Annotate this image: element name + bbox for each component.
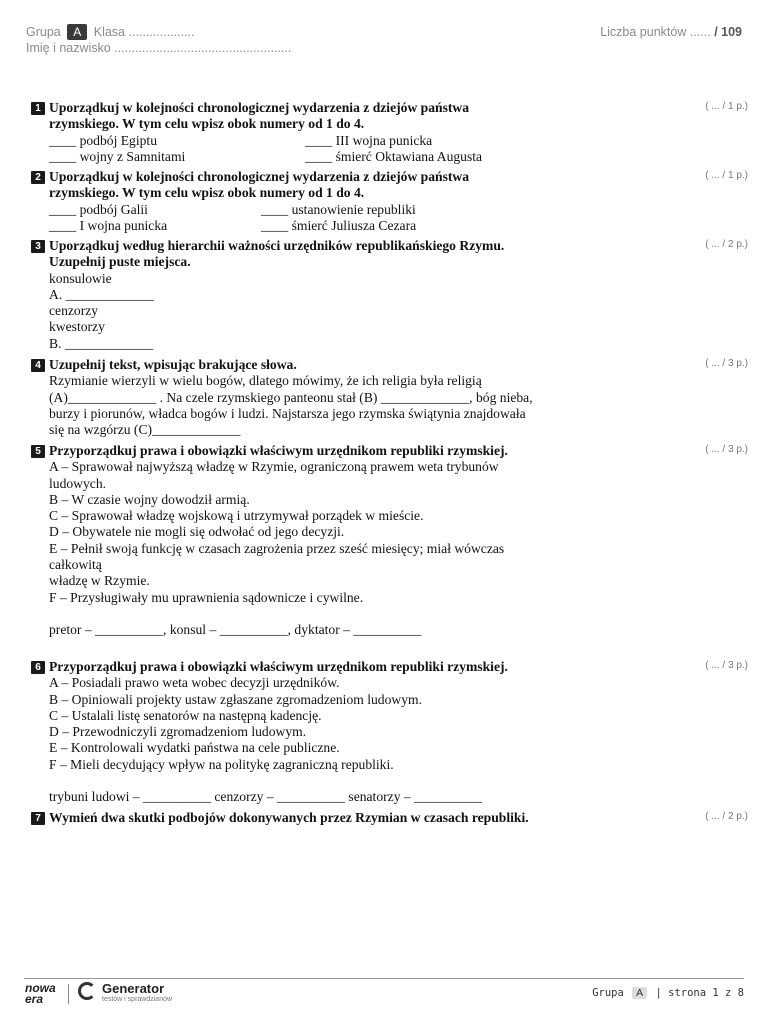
question-title: Uporządkuj według hierarchii ważności urzędników republikańskiego Rzymu. Uzupełnij puste miejsca.	[49, 238, 505, 270]
text-line: A – Posiadali prawo weta wobec decyzji urzędników.	[49, 675, 340, 691]
question-1-points: ( ... / 1 p.)	[705, 101, 748, 112]
class-dots: ...................	[128, 25, 195, 39]
question-title: Przyporządkuj prawa i obowiązki właściwym urzędnikom republiki rzymskiej.	[49, 659, 508, 674]
text-line: D – Przewodniczyli zgromadzeniom ludowym.	[49, 724, 307, 740]
group-label: Grupa	[26, 25, 61, 39]
question-7	[31, 810, 651, 826]
logo-separator	[68, 984, 69, 1004]
page-info	[592, 987, 744, 999]
question-6-points: ( ... / 3 p.)	[705, 660, 748, 671]
question-number: 3	[31, 240, 45, 253]
header-group-line	[26, 24, 195, 40]
text-line: całkowitą	[49, 557, 102, 573]
text-line: C – Sprawował władzę wojskową i utrzymywał porządek w mieście.	[49, 508, 424, 524]
text-line: F – Przysługiwały mu uprawnienia sądownicze i cywilne.	[49, 589, 364, 605]
footer-group-label: Grupa	[592, 987, 624, 999]
answer-item: ____ śmierć Juliusza Cezara	[261, 217, 417, 233]
points-dots: ......	[689, 25, 711, 39]
text-line: ludowych.	[49, 475, 107, 491]
text-line: się na wzgórzu (C)_____________	[49, 422, 241, 438]
question-number: 1	[31, 102, 45, 115]
question-title: Uzupełnij tekst, wpisując brakujące słowa.	[49, 357, 297, 372]
points-total	[600, 25, 742, 39]
answer-item: ____ podbój Galii	[49, 201, 148, 217]
question-number: 5	[31, 445, 45, 458]
class-label: Klasa	[93, 25, 126, 39]
question-title: Uporządkuj w kolejności chronologicznej wydarzenia z dziejów państwa rzymskiego. W tym celu wpisz obok numery od 1 do 4.	[49, 100, 470, 132]
text-line: Rzymianie wierzyli w wielu bogów, dlatego mówimy, że ich religia była religią	[49, 373, 482, 389]
question-1	[31, 100, 651, 165]
generator-logo: Generator testów i sprawdzianów	[102, 981, 173, 1003]
answer-item: ____ I wojna punicka	[49, 217, 168, 233]
question-3-points: ( ... / 2 p.)	[705, 239, 748, 250]
question-title: Przyporządkuj prawa i obowiązki właściwym urzędnikom republiki rzymskiej.	[49, 443, 508, 458]
generator-g-icon	[78, 982, 96, 1000]
answer-item: ____ wojny z Samnitami	[49, 148, 186, 164]
text-line: E – Pełnił swoją funkcję w czasach zagrożenia przez sześć miesięcy; miał wówczas	[49, 540, 505, 556]
question-number: 4	[31, 359, 45, 372]
question-4	[31, 357, 651, 438]
page-number: | strona 1 z 8	[655, 987, 744, 999]
answer-line: trybuni ludowi – __________ cenzorzy – __________ senatorzy – __________	[49, 789, 483, 805]
footer-group-badge: A	[632, 987, 647, 999]
question-title: Wymień dwa skutki podbojów dokonywanych przez Rzymian w czasach republiki.	[49, 810, 529, 825]
points-label: Liczba punktów	[600, 25, 687, 39]
group-badge: A	[67, 24, 87, 40]
question-title: Uporządkuj w kolejności chronologicznej wydarzenia z dziejów państwa rzymskiego. W tym celu wpisz obok numery od 1 do 4.	[49, 169, 470, 201]
question-3	[31, 238, 651, 352]
answer-item: ____ podbój Egiptu	[49, 132, 157, 148]
text-line: konsulowie	[49, 270, 112, 286]
points-max: / 109	[714, 25, 742, 39]
name-dots: ...................................................	[114, 41, 292, 55]
text-line: B – Opiniowali projekty ustaw zgłaszane zgromadzeniom ludowym.	[49, 691, 422, 707]
answer-item: ____ śmierć Oktawiana Augusta	[305, 148, 483, 164]
text-line: burzy i piorunów, władca bogów i ludzi. Najstarsza jego rzymska świątynia znajdowała	[49, 405, 526, 421]
name-label: Imię i nazwisko	[26, 41, 111, 55]
question-5	[31, 443, 651, 638]
text-line: cenzorzy	[49, 303, 99, 319]
text-line: C – Ustalali listę senatorów na następną kadencję.	[49, 707, 322, 723]
answer-item: ____ III wojna punicka	[305, 132, 433, 148]
question-6	[31, 659, 651, 805]
text-line: A – Sprawował najwyższą władzę w Rzymie, ograniczoną prawem weta trybunów	[49, 459, 499, 475]
question-4-points: ( ... / 3 p.)	[705, 358, 748, 369]
question-5-points: ( ... / 3 p.)	[705, 444, 748, 455]
text-line: A. _____________	[49, 286, 154, 302]
text-line: F – Mieli decydujący wpływ na politykę zagraniczną republiki.	[49, 756, 394, 772]
question-number: 7	[31, 812, 45, 825]
text-line: D – Obywatele nie mogli się odwołać od jego decyzji.	[49, 524, 345, 540]
question-7-points: ( ... / 2 p.)	[705, 811, 748, 822]
question-2-points: ( ... / 1 p.)	[705, 170, 748, 181]
text-line: B. _____________	[49, 335, 154, 351]
footer-divider	[24, 978, 744, 979]
text-line: (A)_____________ . Na czele rzymskiego panteonu stał (B) _____________, bóg nieba,	[49, 389, 533, 405]
text-line: B – W czasie wojny dowodził armią.	[49, 491, 250, 507]
question-number: 6	[31, 661, 45, 674]
header-name-line	[26, 41, 291, 55]
text-line: władzę w Rzymie.	[49, 573, 150, 589]
answer-line: pretor – __________, konsul – __________, dyktator – __________	[49, 621, 422, 637]
text-line: E – Kontrolowali wydatki państwa na cele publiczne.	[49, 740, 340, 756]
question-number: 2	[31, 171, 45, 184]
nowa-era-logo: nowa era	[25, 981, 56, 1006]
question-2	[31, 169, 651, 234]
text-line: kwestorzy	[49, 319, 105, 335]
answer-item: ____ ustanowienie republiki	[261, 201, 416, 217]
